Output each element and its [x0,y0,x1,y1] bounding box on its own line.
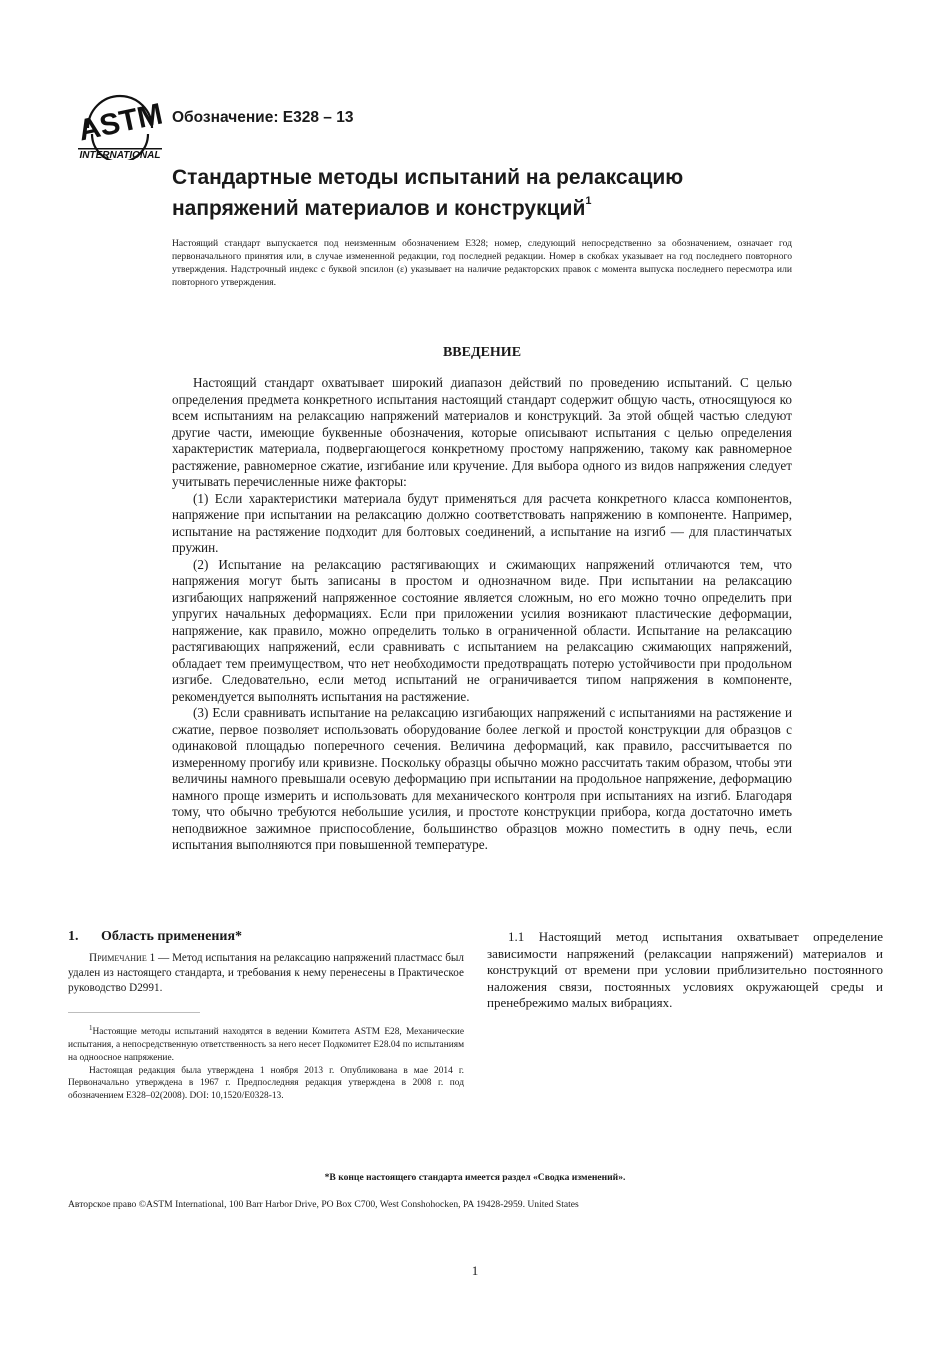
document-title [172,165,812,222]
logo-subtext: INTERNATIONAL [79,150,161,160]
footnote-1 [68,1022,464,1065]
logo-mark: ASTM [75,97,166,148]
section-title: Область применения* [101,929,243,944]
note-label: Примечание [89,952,147,964]
page-number: 1 [471,1263,479,1278]
note-text: 1 — Метод испытания на релаксацию напряжений пластмасс был удален из настоящего стандарта, и требования к нему перенесены в Практическое руководство D2991. [68,952,464,994]
title-footnote-ref: 1 [585,195,592,207]
footnote-divider [68,1012,200,1013]
intro-paragraph: Настоящий стандарт охватывает широкий диапазон действий по проведению испытаний. С целью определения предмета конкретного испытания настоящий стандарт содержит общую часть, относящуюся ко всем испытаниям на релаксацию напряжений материалов и конструкций. За этой общей частью следуют другие части, имеющие буквенные обозначения, которые описывают испытания с целью определения характеристик материала, подвергающегося конкретному простому напряжению, такому как равномерное растяжение, равномерное сжатие, изгибание или кручение. Для выбора одного из видов напряжения следует учитывать перечисленные ниже факторы: [172,375,792,489]
note-1 [68,951,464,996]
intro-paragraph: (2) Испытание на релаксацию растягивающих и сжимающих напряжений отличаются тем, что напряжения могут быть записаны в простом и однозначном виде. При испытании на релаксацию изгибающих напряжений напряженное состояние является сложным, но его можно точно определить при упругих начальных деформациях. Если при приложении усилия возникают пластические деформации, напряжение, как правило, можно определить только в ограниченной области. Испытание на релаксацию растягивающих напряжений, если сравнивать с испытанием на релаксацию сжимающих напряжений, обладает тем преимуществом, что нет необходимости предотвращать потерю устойчивости при продольном изгибе. Следовательно, если метод испытаний не ограничивается типом напряжения в компоненте, рекомендуется выполнять испытания на растяжение. [172,556,792,704]
footnote-text: Настоящие методы испытаний находятся в ведении Комитета ASTM E28, Механические испытания, а непосредственную ответственность за него несет Подкомитет E28.04 по испытаниям на одноосное напряжение. [68,1027,464,1063]
paragraph-1-1: 1.1 Настоящий метод испытания охватывает определение зависимости напряжений (релаксации напряжений) материалов и конструкций от времени при условии приблизительно постоянного наложения связи, постоянных условиях окружающей среды и пренебрежимо малых вибрациях. [487,929,883,1010]
introduction-body [172,375,792,854]
intro-paragraph: (3) Если сравнивать испытание на релаксацию изгибающих напряжений с испытаниями на растяжение и сжатие, первое позволяет использовать оборудование более легкой и простой конструкции для образцов с одинаковой площадью поперечного сечения. Величина деформаций, как правило, рассчитывается по измеренному прогибу или кривизне. Поскольку образцы обычно можно рассчитать таким образом, чтобы эти величины намного превышали осевую деформацию при испытании на продольное напряжение, деформацию намного проще измерить и использовать для механического контроля при испытаниях на изгиб. Благодаря тому, что обычно требуются небольшие усилия, и простоте конструкции прибора, когда достаточно иметь неподвижное зажимное приспособление, большинство образцов можно поместить в одну печь, если испытания выполняются при повышенной температуре. [172,705,792,852]
edition-note: Настоящая редакция была утверждена 1 ноября 2013 г. Опубликована в мае 2014 г. Первоначально утверждена в 1967 г. Предпоследняя редакция утверждена в 2008 г. под обозначением E328–02(2008). DOI: 10,1520/E0328-13. [68,1065,464,1102]
title-text: Стандартные методы испытаний на релаксацию напряжений материалов и конструкций [172,166,684,220]
intro-paragraph: (1) Если характеристики материала будут применяться для расчета конкретного класса компонентов, напряжение при испытании на релаксацию должно соответствовать напряжению в компоненте. Например, испытание на растяжение подходит для болтовых соединений, а испытание на изгиб — для пластинчатых пружин. [172,490,792,555]
footnotes [68,1022,464,1103]
footnote-mark: 1 [89,1024,93,1032]
standard-designation: Обозначение: E328 – 13 [172,109,354,126]
astm-logo [74,80,166,160]
copyright-line: Авторское право ©ASTM International, 100 Barr Harbor Drive, PO Box C700, West Conshohocken, PA 19428-2959. United States [68,1199,579,1210]
issuance-notice: Настоящий стандарт выпускается под неизменным обозначением E328; номер, следующий непосредственно за обозначением, означает год первоначального принятия или, в случае измененной редакции, год последней редакции. Номер в скобках указывает на год последнего повторного утверждения. Надстрочный индекс с буквой эпсилон (ε) указывает на наличие редакторских правок с момента выпуска последнего пересмотра или повторного утверждения. [172,238,792,288]
section-1-heading [68,929,242,945]
introduction-heading: ВВЕДЕНИЕ [442,345,522,360]
summary-of-changes-note: *В конце настоящего стандарта имеется раздел «Сводка изменений». [324,1172,626,1183]
section-number: 1. [68,929,79,944]
